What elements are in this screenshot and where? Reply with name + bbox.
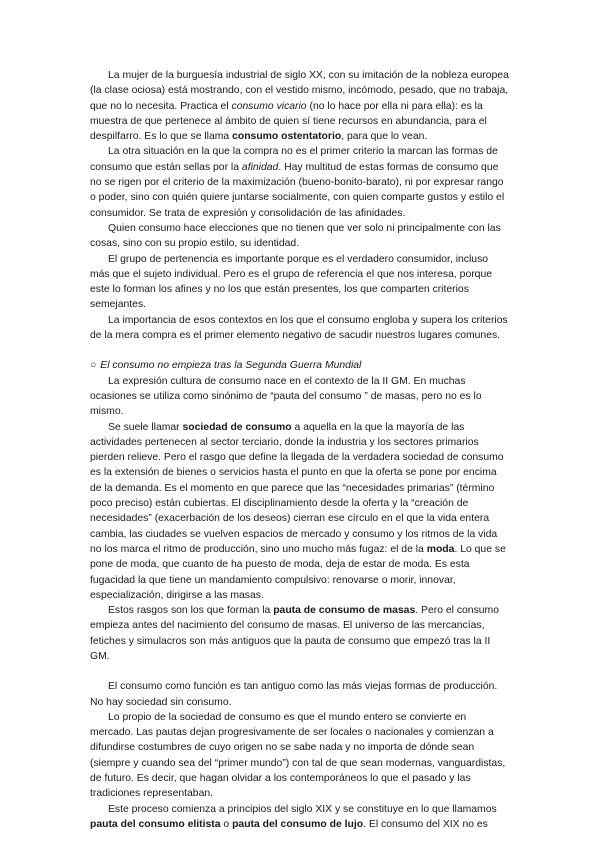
- paragraph-consumo-funcion: El consumo como función es tan antiguo como las más viejas formas de producción. No hay sociedad sin consumo.: [90, 681, 498, 708]
- paragraph-afinidad: La otra situación en la que la compra no es el primer criterio la marcan las formas de consumo que están sellas por la afinidad. Hay multitud de estas formas de consumo que no se rigen por el criterio de la maximización (bueno-bonito-barato), ni por expresar rango o poder, sino con quién quiere juntarse socialmente, con quien comparte gustos y estilo el consumidor. Se trata de expresión y consolidación de las afinidades.: [90, 146, 505, 219]
- paragraph-identidad: Quien consumo hace elecciones que no tienen que ver solo ni principalmente con las cosas, sino con su propio estilo, su identidad.: [90, 222, 501, 250]
- term-sociedad-de-consumo: sociedad de consumo: [182, 421, 292, 433]
- term-pauta-elitista: pauta del consumo elitista: [90, 818, 221, 830]
- section-heading-text: El consumo no empieza tras la Segunda Guerra Mundial: [100, 360, 362, 372]
- spacer: [90, 343, 510, 358]
- term-pauta-consumo-masas: pauta de consumo de masas: [273, 605, 416, 617]
- paragraph-grupo-pertenencia: El grupo de pertenencia es importante porque es el verdadero consumidor, incluso más que el sujeto individual. Pero es el grupo de referencia el que nos interesa, porque este lo forman los afines y no los que están presentes, los que comparten criterios semejantes.: [90, 253, 493, 311]
- paragraph-siglo-xix: Este proceso comienza a principios del siglo XIX y se constituye en lo que llamamos pauta del consumo elitista o pauta del consumo de lujo. El consumo del XIX no es: [90, 803, 497, 830]
- paragraph-contextos: La importancia de esos contextos en los que el consumo engloba y supera los criterios de la mera compra es el primer elemento negativo de sacudir nuestros lugares comunes.: [90, 314, 508, 342]
- term-afinidad: afinidad: [241, 161, 279, 173]
- term-moda: moda: [426, 543, 455, 555]
- term-consumo-ostentatorio: consumo ostentatorio: [232, 131, 342, 143]
- paragraph-burguesia: La mujer de la burguesía industrial de siglo XX, con su imitación de la nobleza europea (la clase ociosa) está mostrando, con el vestido mismo, incómodo, pesado, que no trabaja, que no lo necesita. Practica el consumo vicario (no lo hace por ella ni para ella): es la muestra de que pertenece al ámbito de quien sí tiene recursos en abundancia, para el despilfarro. Es lo que se llama consumo ostentatorio, para que lo vean.: [90, 70, 509, 143]
- section-heading: [90, 358, 510, 373]
- paragraph-pauta-masas: Estos rasgos son los que forman la pauta de consumo de masas. Pero el consumo empieza antes del nacimiento del consumo de masas. El universo de las mercancías, fetiches y simulacros son más antiguos que la pauta de consumo que empezó tras la II GM.: [90, 605, 499, 662]
- paragraph-cultura-consumo: La expresión cultura de consumo nace en el contexto de la II GM. En muchas ocasiones se utiliza como sinónimo de “pauta del consumo ” de masas, pero no es lo mismo.: [90, 375, 482, 418]
- spacer: [90, 664, 510, 679]
- bullet-circle-icon: ○: [90, 360, 97, 372]
- paragraph-sociedad-consumo: Se suele llamar sociedad de consumo a aquella en la que la mayoría de las actividades pertenecen al sector terciario, donde la industria y los sectores primarios pierden relieve. Pero el rasgo que define la llegada de la verdadera sociedad de consumo es la extensión de bienes o servicios hasta el punto en que la oferta se pone por encima de la demanda. Es el momento en que parece que las “necesidades primarias” (término poco preciso) están cubiertas. El disciplinamiento desde la oferta y la “creación de necesidades” (exacerbación de los deseos) cierran ese círculo en el que la vida entera cambia, las ciudades se vuelven espacios de mercado y consumo y los ritmos de la vida no los marca el ritmo de producción, sino uno mucho más fugaz: el de la moda. Lo que se pone de moda, que cuanto de ha puesto de moda, deja de estar de moda. Es esta fugacidad la que tiene un mandamiento compulsivo: renovarse o morir, innovar, especialización, dirigirse a las masas.: [90, 421, 506, 601]
- term-consumo-vicario: consumo vicario: [231, 100, 307, 112]
- paragraph-mundo-mercado: Lo propio de la sociedad de consumo es que el mundo entero se convierte en mercado. Las pautas dejan progresivamente de ser locales o nacionales y comienzan a difundirse costumbres de cuyo origen no se sabe nada y no importa de dónde sean (siempre y cuando sea del “primer mundo”) con tal de que sean modernas, vanguardistas, de futuro. Es decir, que hagan olvidar a los contemporáneos lo que el pasado y las tradiciones representaban.: [90, 711, 506, 800]
- term-pauta-lujo: pauta del consumo de lujo: [232, 818, 364, 830]
